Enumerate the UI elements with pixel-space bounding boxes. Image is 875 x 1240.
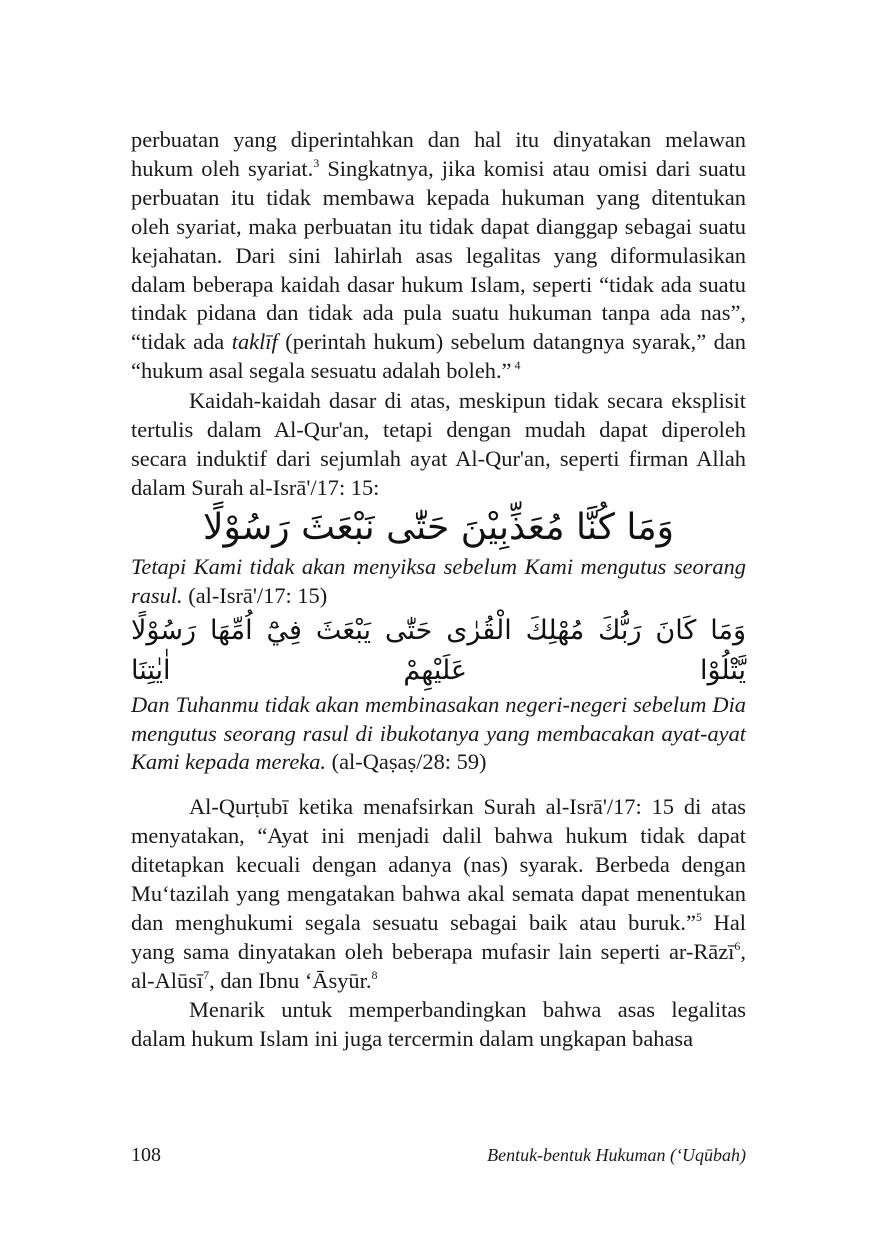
paragraph-1: perbuatan yang diperintahkan dan hal itu dinyatakan melawan hukum oleh syariat.$^3$ Singkatnya, jika komisi atau omisi dari suatu perbuatan itu tidak membawa kepada hukuman yang ditentukan oleh syariat, maka perbuatan itu tidak dapat dianggap sebagai suatu kejahatan. Dari sini lahirlah asas legalitas yang diformulasikan dalam beberapa kaidah dasar hukum Islam, seperti “tidak ada suatu tindak pidana dan tidak ada pula suatu hukuman tanpa ada nas”, “tidak ada taklīf (perintah hukum) sebelum datangnya syarak,” dan “hukum asal segala sesuatu adalah boleh.” $^4$ <box>131 127 746 384</box>
paragraph-3: Al-Qurṭubī ketika menafsirkan Surah al-Isrā'/17: 15 di atas menyatakan, “Ayat ini menjadi dalil bahwa hukum tidak dapat ditetapkan kecuali dengan adanya (nas) syarak. Berbeda dengan Mu‘tazilah yang mengatakan bahwa akal semata dapat menentukan dan menghukumi segala sesuatu sebagai baik atau buruk.”$^5$ Hal yang sama dinyatakan oleh beberapa mufasir lain seperti ar-Rāzī$^6$, al-Alūsī$^7$, dan Ibnu ‘Āsyūr.$^8$ <box>131 794 746 993</box>
verse-2-reference: (al-Qaṣaṣ/28: 59) <box>326 749 487 775</box>
paragraph-4: Menarik untuk memperbandingkan bahwa asas legalitas dalam hukum Islam ini juga tercermin dalam ungkapan bahasa <box>131 996 746 1051</box>
arabic-verse-qasas-28-59: وَمَا كَانَ رَبُّكَ مُهْلِكَ الْقُرٰى حَتّٰى يَبْعَثَ فِيْٓ اُمِّهَا رَسُوْلًا يَّتْلُوْا عَلَيْهِمْ اٰيٰتِنَا <box>131 614 746 686</box>
body-text <box>131 126 746 1053</box>
verse-2-translation: Dan Tuhanmu tidak akan membinasakan negeri-negeri sebelum Dia mengutus seorang rasul di ibukotanya yang membacakan ayat-ayat Kami kepada mereka. (al-Qaṣaṣ/28: 59) <box>131 691 746 775</box>
arabic-verse-isra-17-15: وَمَا كُنَّا مُعَذِّبِيْنَ حَتّٰى نَبْعَثَ رَسُوْلًا <box>202 506 675 548</box>
footnote-ref-7[interactable]: 7 <box>203 967 210 982</box>
verse-1-reference: (al-Isrā'/17: 15) <box>182 582 328 608</box>
footnote-ref-3[interactable]: 3 <box>313 155 320 170</box>
footnote-ref-6[interactable]: 6 <box>734 938 741 953</box>
term-taklif: taklīf <box>231 329 278 355</box>
running-title: Bentuk-bentuk Hukuman (‘Uqūbah) <box>487 1145 746 1165</box>
footnote-ref-5[interactable]: 5 <box>695 909 702 924</box>
footnote-ref-8[interactable]: 8 <box>371 967 378 982</box>
footnote-ref-4[interactable]: 4 <box>511 358 521 373</box>
verse-1-translation: Tetapi Kami tidak akan menyiksa sebelum Kami mengutus seorang rasul. (al-Isrā'/17: 15) <box>131 553 746 608</box>
page-number: 108 <box>131 1144 161 1166</box>
paragraph-2: Kaidah-kaidah dasar di atas, meskipun tidak secara eksplisit tertulis dalam Al-Qur'an, tetapi dengan mudah dapat diperoleh secara induktif dari sejumlah ayat Al-Qur'an, seperti firman Allah dalam Surah al-Isrā'/17: 15: <box>131 388 746 500</box>
